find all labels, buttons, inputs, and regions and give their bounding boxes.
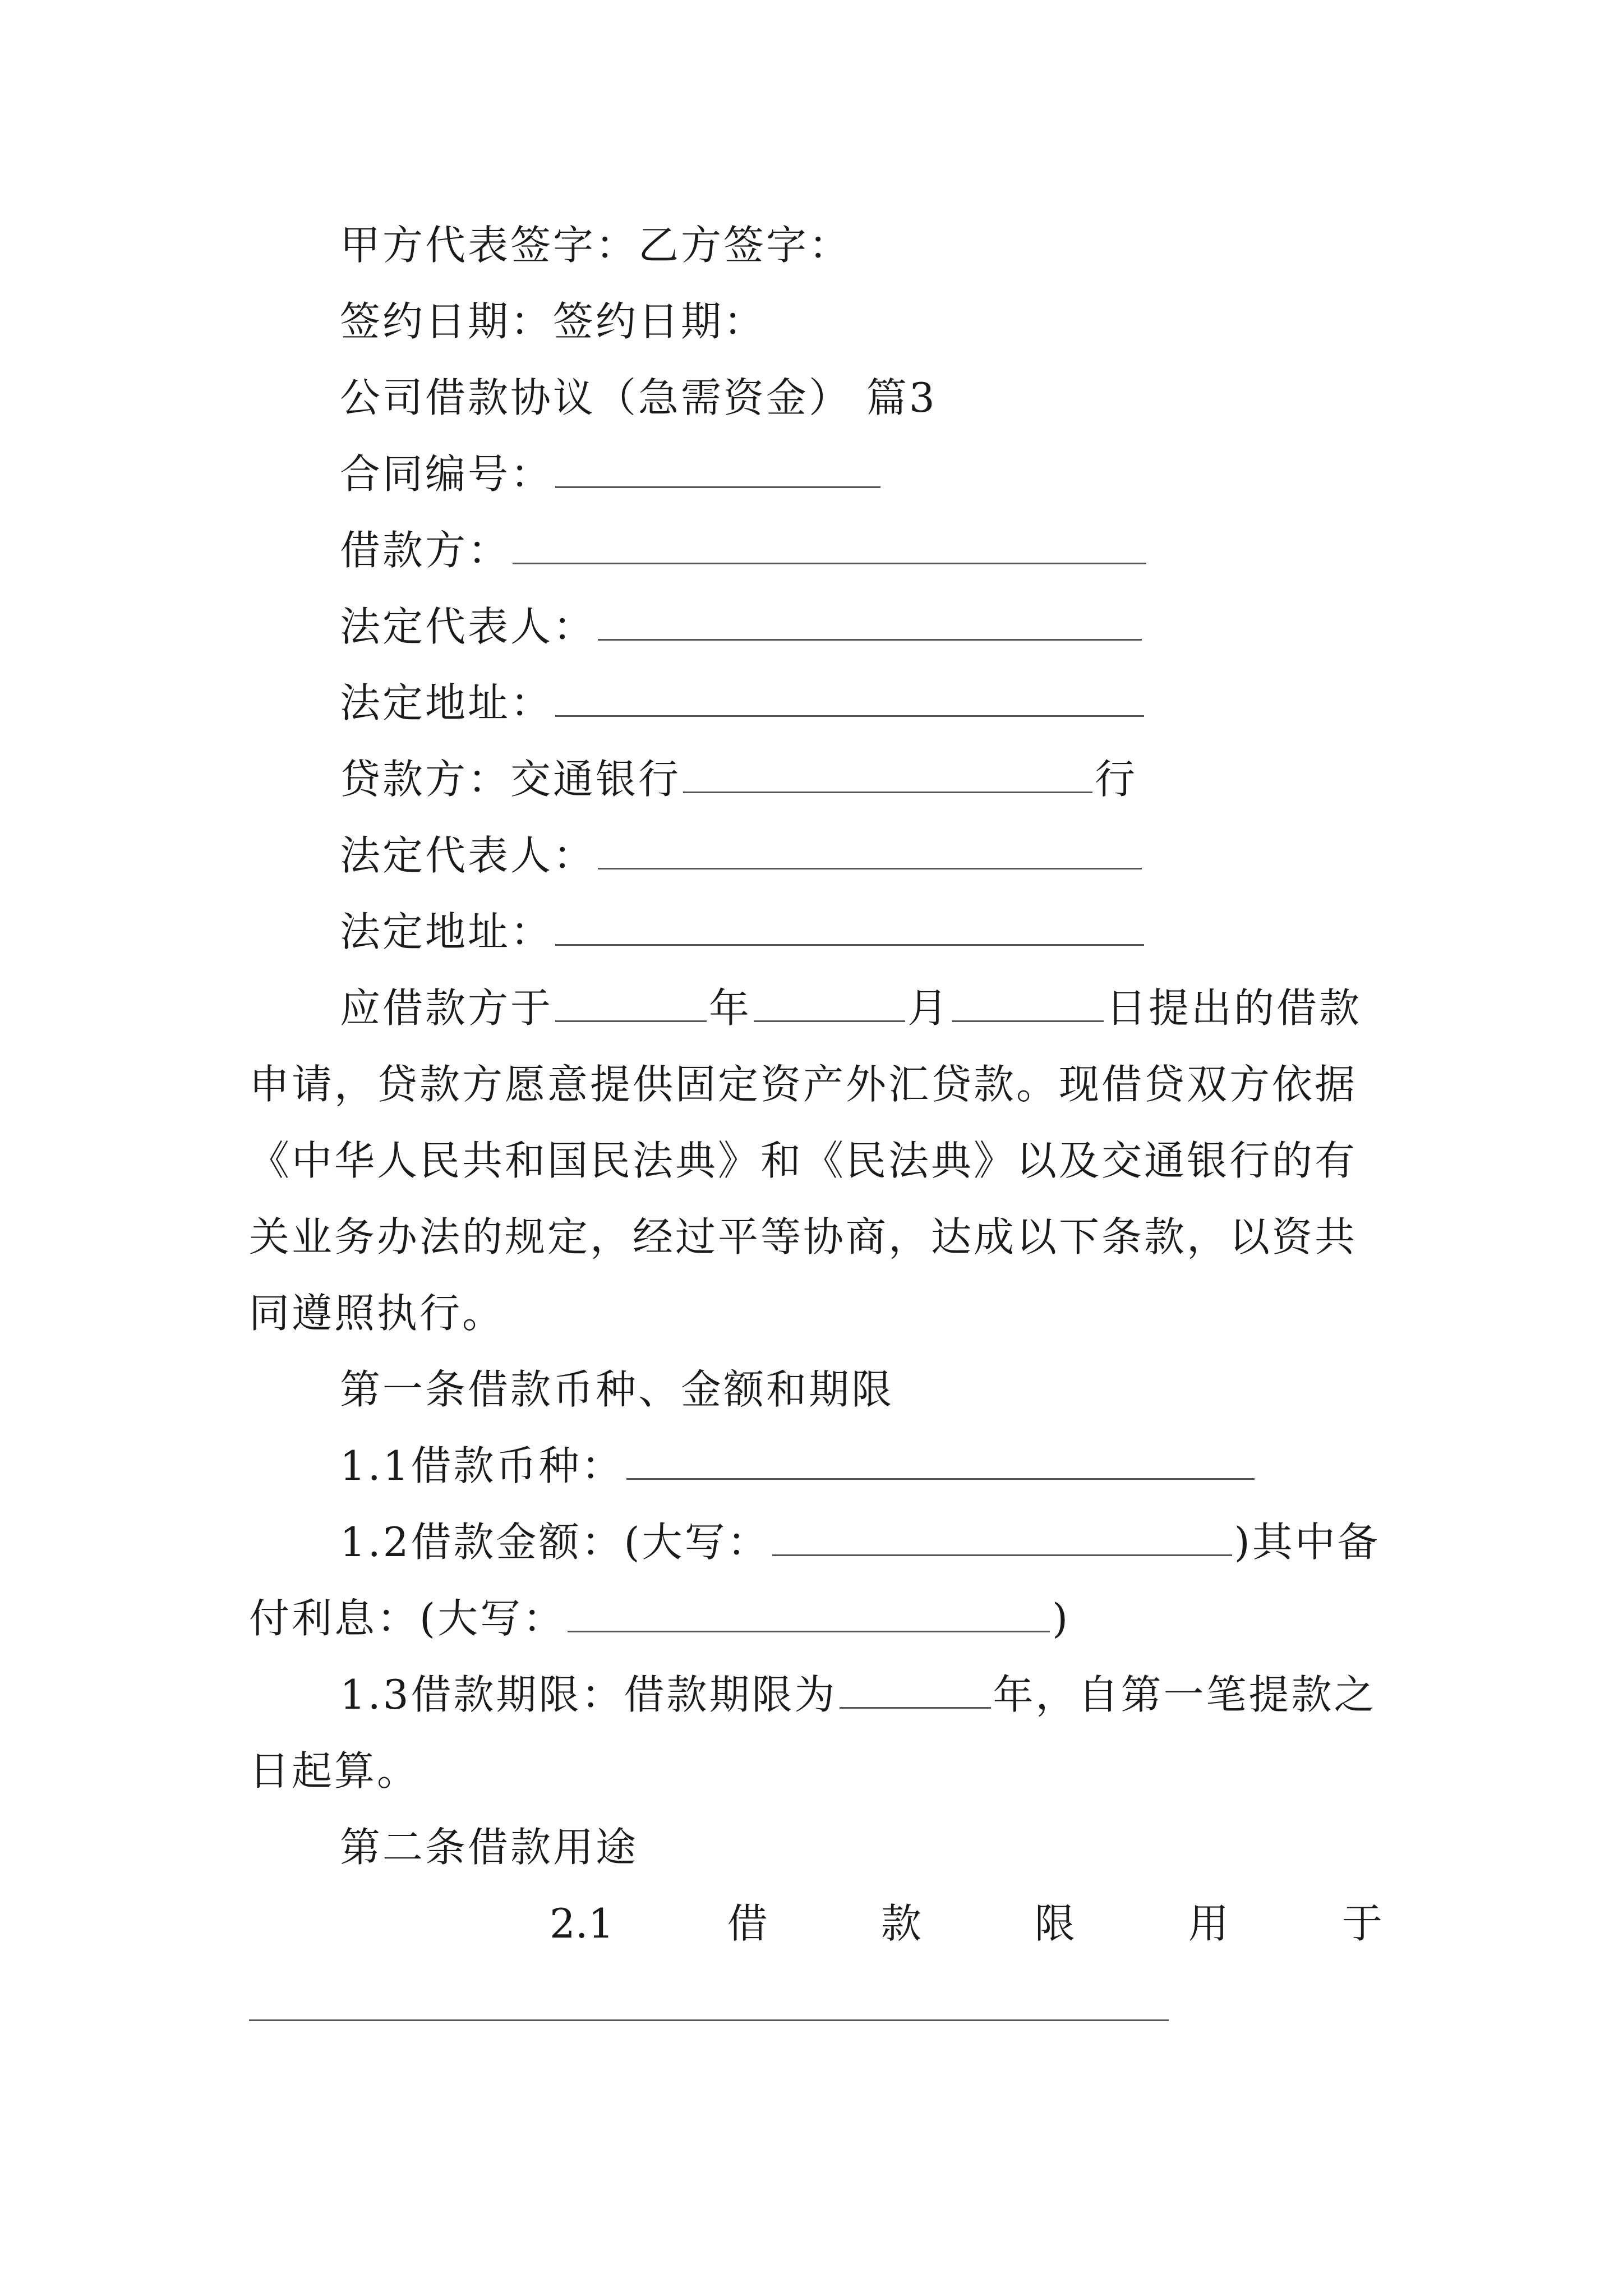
legal-rep-line-1 — [340, 601, 1144, 652]
paragraph-1-text-4: 关业务办法的规定，经过平等协商，达成以下条款，以资共 — [249, 1213, 1358, 1260]
legal-rep-blank-2 — [598, 833, 1142, 869]
legal-rep-label-2: 法定代表人： — [340, 832, 596, 879]
day-blank — [952, 986, 1104, 1022]
paragraph-1-line-5 — [249, 1288, 505, 1338]
currency-blank — [626, 1443, 1255, 1480]
legal-rep-line-2 — [340, 830, 1144, 881]
item-2-1-word: 借 — [727, 1900, 768, 1947]
article-1-title-text: 第一条借款币种、金额和期限 — [340, 1366, 895, 1413]
interest-suffix: ) — [1052, 1595, 1071, 1642]
month-blank — [754, 986, 905, 1022]
item-1-3-text-2: 日起算。 — [249, 1747, 420, 1795]
legal-address-blank-1 — [555, 680, 1144, 717]
interest-prefix: 付利息：(大写： — [249, 1595, 566, 1642]
section-title-text: 公司借款协议（急需资金） 篇3 — [340, 374, 937, 421]
borrower-line — [340, 525, 1149, 576]
article-2-title — [340, 1822, 638, 1872]
paragraph-1-line-2 — [249, 1059, 1357, 1110]
legal-address-line-2 — [340, 907, 1146, 957]
amount-blank — [772, 1520, 1232, 1556]
paragraph-1-line-3 — [249, 1135, 1357, 1186]
legal-address-label-1: 法定地址： — [340, 679, 554, 726]
item-2-1-word: 限 — [1034, 1900, 1075, 1947]
item-1-2-line — [340, 1517, 1380, 1567]
month-label: 月 — [907, 984, 951, 1032]
item-1-3-suffix: 年，自第一笔提款之 — [993, 1671, 1377, 1718]
article-2-title-text: 第二条借款用途 — [340, 1824, 639, 1871]
sign-date-text: 签约日期：签约日期： — [340, 298, 767, 345]
item-2-1-word: 2.1 — [550, 1900, 614, 1947]
item-2-1-word: 款 — [880, 1900, 921, 1947]
signature-text: 甲方代表签字：乙方签字： — [340, 222, 852, 269]
lender-label: 贷款方：交通银行 — [340, 756, 681, 803]
legal-address-blank-2 — [555, 909, 1144, 946]
legal-address-line-1 — [340, 678, 1146, 728]
item-2-1-word: 用 — [1188, 1900, 1229, 1947]
legal-rep-label-1: 法定代表人： — [340, 603, 596, 650]
term-blank — [840, 1672, 991, 1709]
legal-address-label-2: 法定地址： — [340, 908, 554, 955]
borrower-label: 借款方： — [340, 527, 511, 574]
legal-rep-blank-1 — [598, 604, 1142, 641]
item-2-1-word: 于 — [1341, 1900, 1382, 1947]
contract-number-label: 合同编号： — [340, 450, 554, 498]
paragraph-1-prefix: 应借款方于 — [340, 984, 554, 1032]
paragraph-1-text-3: 《中华人民共和国民法典》和《民法典》以及交通银行的有 — [249, 1137, 1358, 1184]
paragraph-1-text-5: 同遵照执行。 — [249, 1290, 505, 1337]
item-1-1-label: 1.1借款币种： — [340, 1442, 624, 1489]
item-1-3-prefix: 1.3借款期限：借款期限为 — [340, 1671, 837, 1718]
item-2-1-line — [550, 1898, 1382, 1949]
item-1-2-line-2 — [249, 1593, 1070, 1644]
year-blank — [555, 986, 707, 1022]
item-1-3-line-2 — [249, 1746, 419, 1796]
contract-number-blank — [555, 452, 880, 488]
paragraph-1-line-1 — [340, 983, 1362, 1033]
item-1-1-line — [340, 1441, 1257, 1491]
interest-blank — [568, 1596, 1050, 1632]
lender-blank — [683, 757, 1092, 793]
paragraph-1-text-2: 申请，贷款方愿意提供固定资产外汇贷款。现借贷双方依据 — [249, 1061, 1358, 1108]
item-1-2-suffix: )其中备 — [1234, 1519, 1380, 1566]
sign-date-line — [340, 296, 766, 347]
article-1-title — [340, 1364, 894, 1415]
item-1-3-line — [340, 1669, 1377, 1720]
contract-number-line — [340, 449, 883, 499]
section-title — [340, 372, 937, 423]
lender-line — [340, 754, 1137, 804]
day-suffix: 日提出的借款 — [1106, 984, 1362, 1032]
signature-line — [340, 220, 851, 270]
year-label: 年 — [709, 984, 752, 1032]
purpose-blank-line — [249, 2019, 1169, 2021]
borrower-blank — [513, 528, 1146, 564]
paragraph-1-line-4 — [249, 1212, 1357, 1262]
item-1-2-prefix: 1.2借款金额：(大写： — [340, 1519, 770, 1566]
lender-suffix: 行 — [1095, 756, 1138, 803]
